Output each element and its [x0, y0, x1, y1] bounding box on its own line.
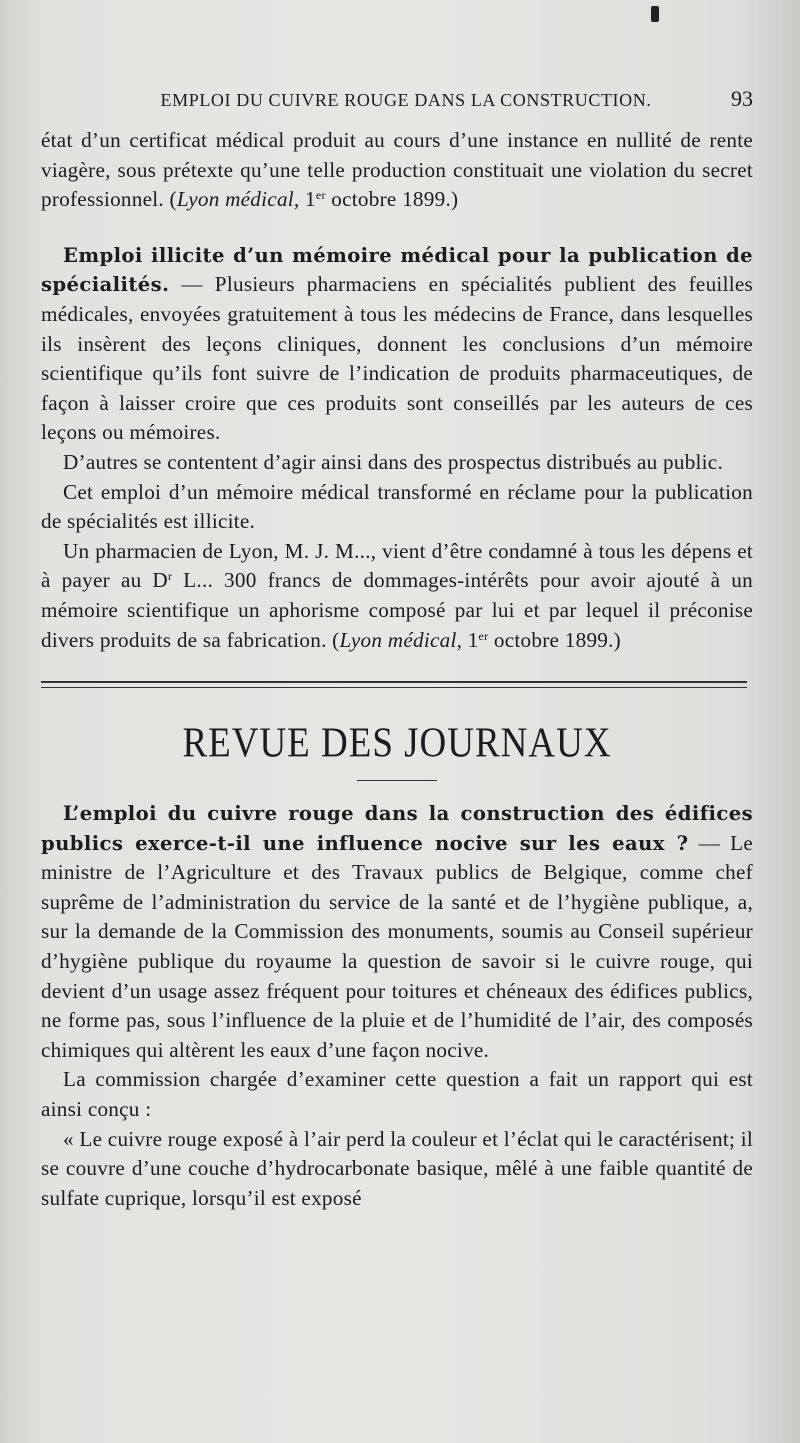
ordinal-suffix: er — [315, 188, 326, 203]
paragraph-illicit-use — [41, 241, 753, 448]
paragraph-text: octobre 1899.) — [325, 187, 459, 212]
paragraph-text: « Le cuivre rouge exposé à l’air perd la couleur et l’éclat qui le caractérisent; il se couvre d’une couche d’hydrocarbonate basique, mêlé à une faible quantité de sulfate cuprique, lorsqu’il est exposé — [41, 1126, 753, 1210]
source-citation: Lyon médical, — [176, 187, 300, 212]
paragraph-prospectus — [41, 448, 753, 478]
paragraph-quote — [41, 1125, 753, 1214]
paragraph-copper — [41, 799, 753, 1065]
running-header — [41, 86, 753, 126]
paragraph-commission — [41, 1065, 753, 1124]
paragraph-text: état d’un certificat médical produit au cours d’une instance en nullité de rente viagère, sous prétexte qu’une telle production constituait une violation du secret professionnel. ( — [41, 128, 753, 212]
paragraph-continuation — [41, 126, 753, 215]
running-title: EMPLOI DU CUIVRE ROUGE DANS LA CONSTRUCTION. — [160, 90, 652, 110]
ordinal-suffix: er — [478, 628, 489, 643]
paragraph-text: Un pharmacien de Lyon, M. J. M..., vient d’être condamné à tous les dépens et à payer au D — [41, 538, 753, 593]
short-rule-divider — [357, 780, 437, 781]
ink-mark — [651, 6, 659, 22]
paragraph-text: L... 300 francs de dommages-intérêts pour avoir ajouté à un mémoire scientifique un aphorisme composé par lui et par lequel il préconise divers produits de sa fabrication. ( — [41, 568, 753, 652]
paragraph-text: octobre 1899.) — [488, 627, 621, 652]
paragraph-illicit — [41, 478, 753, 537]
page-content — [41, 86, 753, 1213]
abbreviation-suffix: r — [167, 569, 173, 584]
paragraph-heading: Emploi illicite d’un mémoire médical pour la publication de spécialités. — [41, 243, 753, 297]
paragraph-text: D’autres se contentent d’agir ainsi dans des prospectus distribués au public. — [63, 449, 724, 474]
paragraph-condemnation — [41, 537, 753, 655]
paragraph-heading: L’emploi du cuivre rouge dans la construction des édifices publics exerce-t-il une influence nocive sur les eaux ? — [41, 802, 753, 855]
paragraph-text: Cet emploi d’un mémoire médical transformé en réclame pour la publication de spécialités est illicite. — [41, 479, 753, 534]
paragraph-text: 1 — [462, 627, 479, 652]
paragraph-text: La commission chargée d’examiner cette question a fait un rapport qui est ainsi conçu : — [41, 1067, 753, 1122]
paragraph-text: — Le ministre de l’Agriculture et des Travaux publics de Belgique, comme chef suprême de l’administration du service de la santé et de l’hygiène publique, a, sur la demande de la Commission des monuments, soumis au Conseil supérieur d’hygiène publique du royaume la question de savoir si le cuivre rouge, qui devient d’un usage assez fréquent pour toitures et chéneaux des édifices publics, ne forme pas, sous l’influence de la pluie et de l’humidité de l’air, des composés chimiques qui altèrent les eaux d’une façon nocive. — [41, 830, 753, 1062]
paragraph-text: — Plusieurs pharmaciens en spécialités publient des feuilles médicales, envoyées gratuitement à tous les médecins de France, dans lesquelles ils insèrent des leçons cliniques, donnent les conclusions d’un mémoire scientifique qu’ils font suivre de l’indication de produits pharmaceutiques, de façon à laisser croire que ces produits sont conseillés par les auteurs de ces leçons ou mémoires. — [41, 272, 753, 445]
page-number: 93 — [731, 86, 753, 111]
section-title: REVUE DES JOURNAUX — [182, 719, 612, 768]
double-rule-divider — [41, 681, 747, 688]
source-citation: Lyon médical, — [339, 627, 463, 652]
paragraph-text: 1 — [299, 187, 316, 212]
